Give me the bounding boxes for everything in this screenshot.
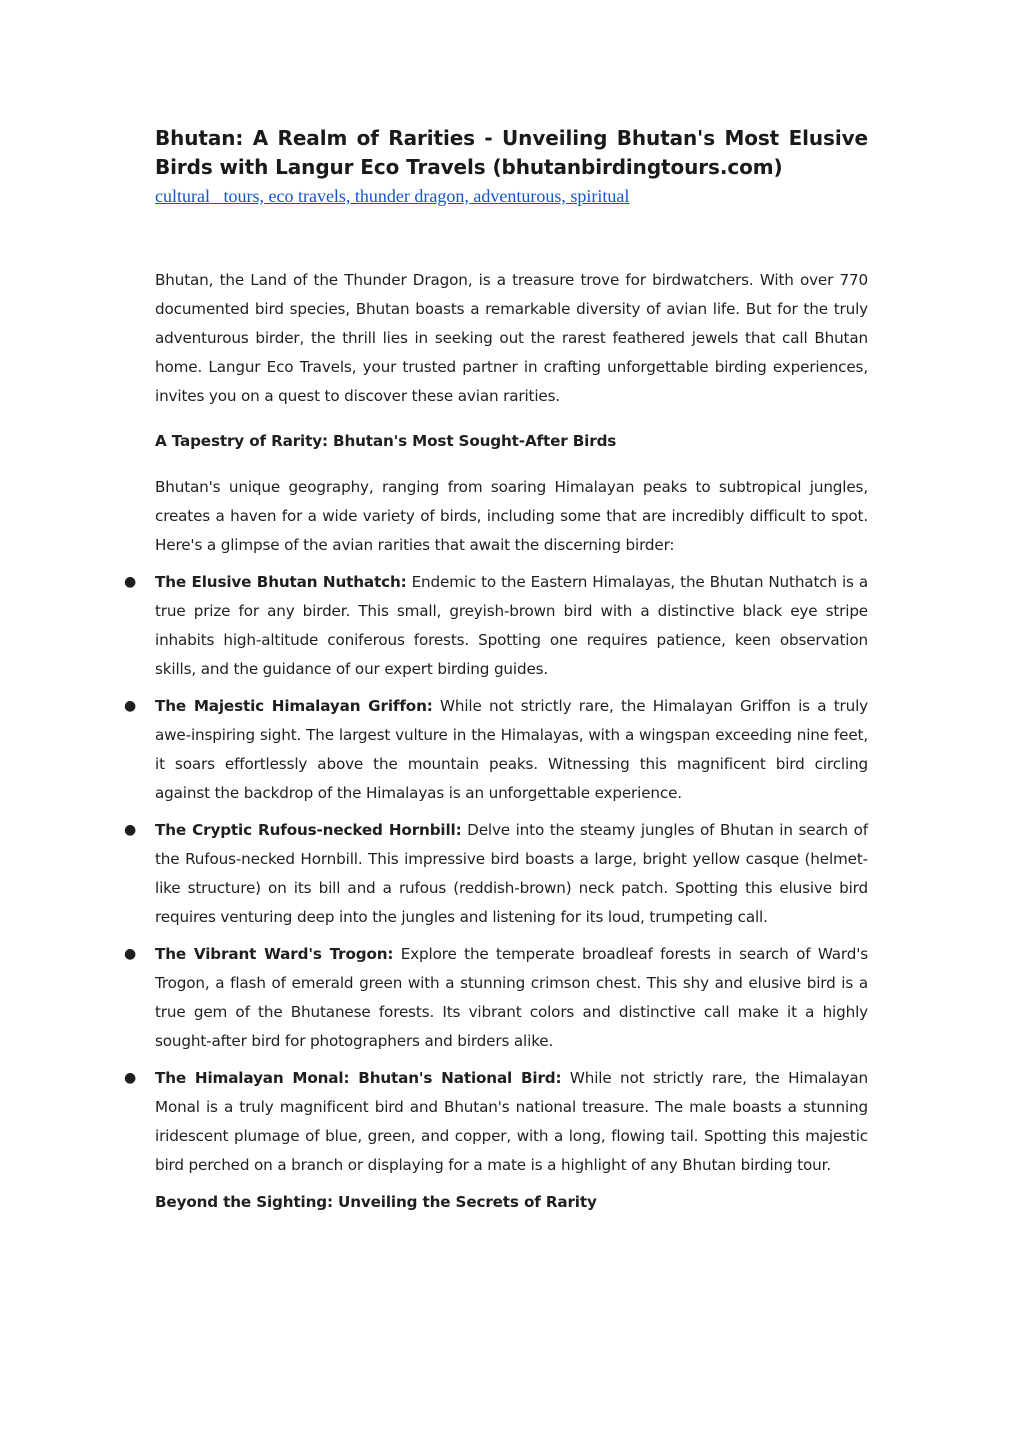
list-item [124,692,869,808]
list-item [124,816,868,932]
bullet-icon: ● [124,574,137,590]
bird-name: The Vibrant Ward's Trogon: [155,945,394,963]
bird-description: Endemic to the Eastern Himalayas, the Bhutan Nuthatch is a true prize for any birder. This small, greyish-brown bird with a distinctive black eye stripe inhabits high-altitude coniferous forests. Spotting one requires patience, keen observation skills, and the guidance of our expert birding guides. [155,573,868,678]
bird-name: The Majestic Himalayan Griffon: [155,697,433,715]
tags-link[interactable]: cultural tours, eco travels, thunder dragon, adventurous, spiritual [155,186,630,206]
bird-description: Explore the temperate broadleaf forests in search of Ward's Trogon, a flash of emerald green with a stunning crimson chest. This shy and elusive bird is a true gem of the Bhutanese forests. Its vibrant colors and distinctive call make it a highly sought-after bird for photographers and birders alike. [155,945,868,1050]
list-item [124,1064,868,1180]
bird-description: While not strictly rare, the Himalayan Griffon is a truly awe-inspiring sight. The largest vulture in the Himalayas, with a wingspan exceeding nine feet, it soars effortlessly above the mountain peaks. Witnessing this magnificent bird circling against the backdrop of the Himalayas is an unforgettable experience. [155,697,869,802]
bird-name: The Elusive Bhutan Nuthatch: [155,573,407,591]
bullet-icon: ● [124,822,137,838]
bird-description: While not strictly rare, the Himalayan Monal is a truly magnificent bird and Bhutan's national treasure. The male boasts a stunning iridescent plumage of blue, green, and copper, with a long, flowing tail. Spotting this majestic bird perched on a branch or displaying for a mate is a highlight of any Bhutan birding tour. [155,1069,868,1174]
bird-name: The Cryptic Rufous-necked Hornbill: [155,821,462,839]
bullet-icon: ● [124,946,137,962]
bird-description: Delve into the steamy jungles of Bhutan in search of the Rufous-necked Hornbill. This impressive bird boasts a large, bright yellow casque (helmet-like structure) on its bill and a rufous (reddish-brown) neck patch. Spotting this elusive bird requires venturing deep into the jungles and listening for its loud, trumpeting call. [155,821,868,926]
list-item [124,568,868,684]
bullet-icon: ● [124,698,137,714]
intro-paragraph: Bhutan, the Land of the Thunder Dragon, is a treasure trove for birdwatchers. With over 770 documented bird species, Bhutan boasts a remarkable diversity of avian life. But for the truly adventurous birder, the thrill lies in seeking out the rarest feathered jewels that call Bhutan home. Langur Eco Travels, your trusted partner in crafting unforgettable birding experiences, invites you on a quest to discover these avian rarities. [155,271,868,405]
bird-list [124,568,869,1180]
bird-name: The Himalayan Monal: Bhutan's National Bird: [155,1069,562,1087]
geography-paragraph: Bhutan's unique geography, ranging from soaring Himalayan peaks to subtropical jungles, creates a haven for a wide variety of birds, including some that are incredibly difficult to spot. Here's a glimpse of the avian rarities that await the discerning birder: [155,478,868,554]
section-heading-beyond: Beyond the Sighting: Unveiling the Secrets of Rarity [155,1193,597,1211]
list-item [124,940,868,1056]
bullet-icon: ● [124,1070,137,1086]
document-page [124,124,869,1217]
section-heading-rarity: A Tapestry of Rarity: Bhutan's Most Sought-After Birds [155,432,617,450]
document-title: Bhutan: A Realm of Rarities - Unveiling Bhutan's Most Elusive Birds with Langur Eco Travels (bhutanbirdingtours.com) [155,126,868,179]
